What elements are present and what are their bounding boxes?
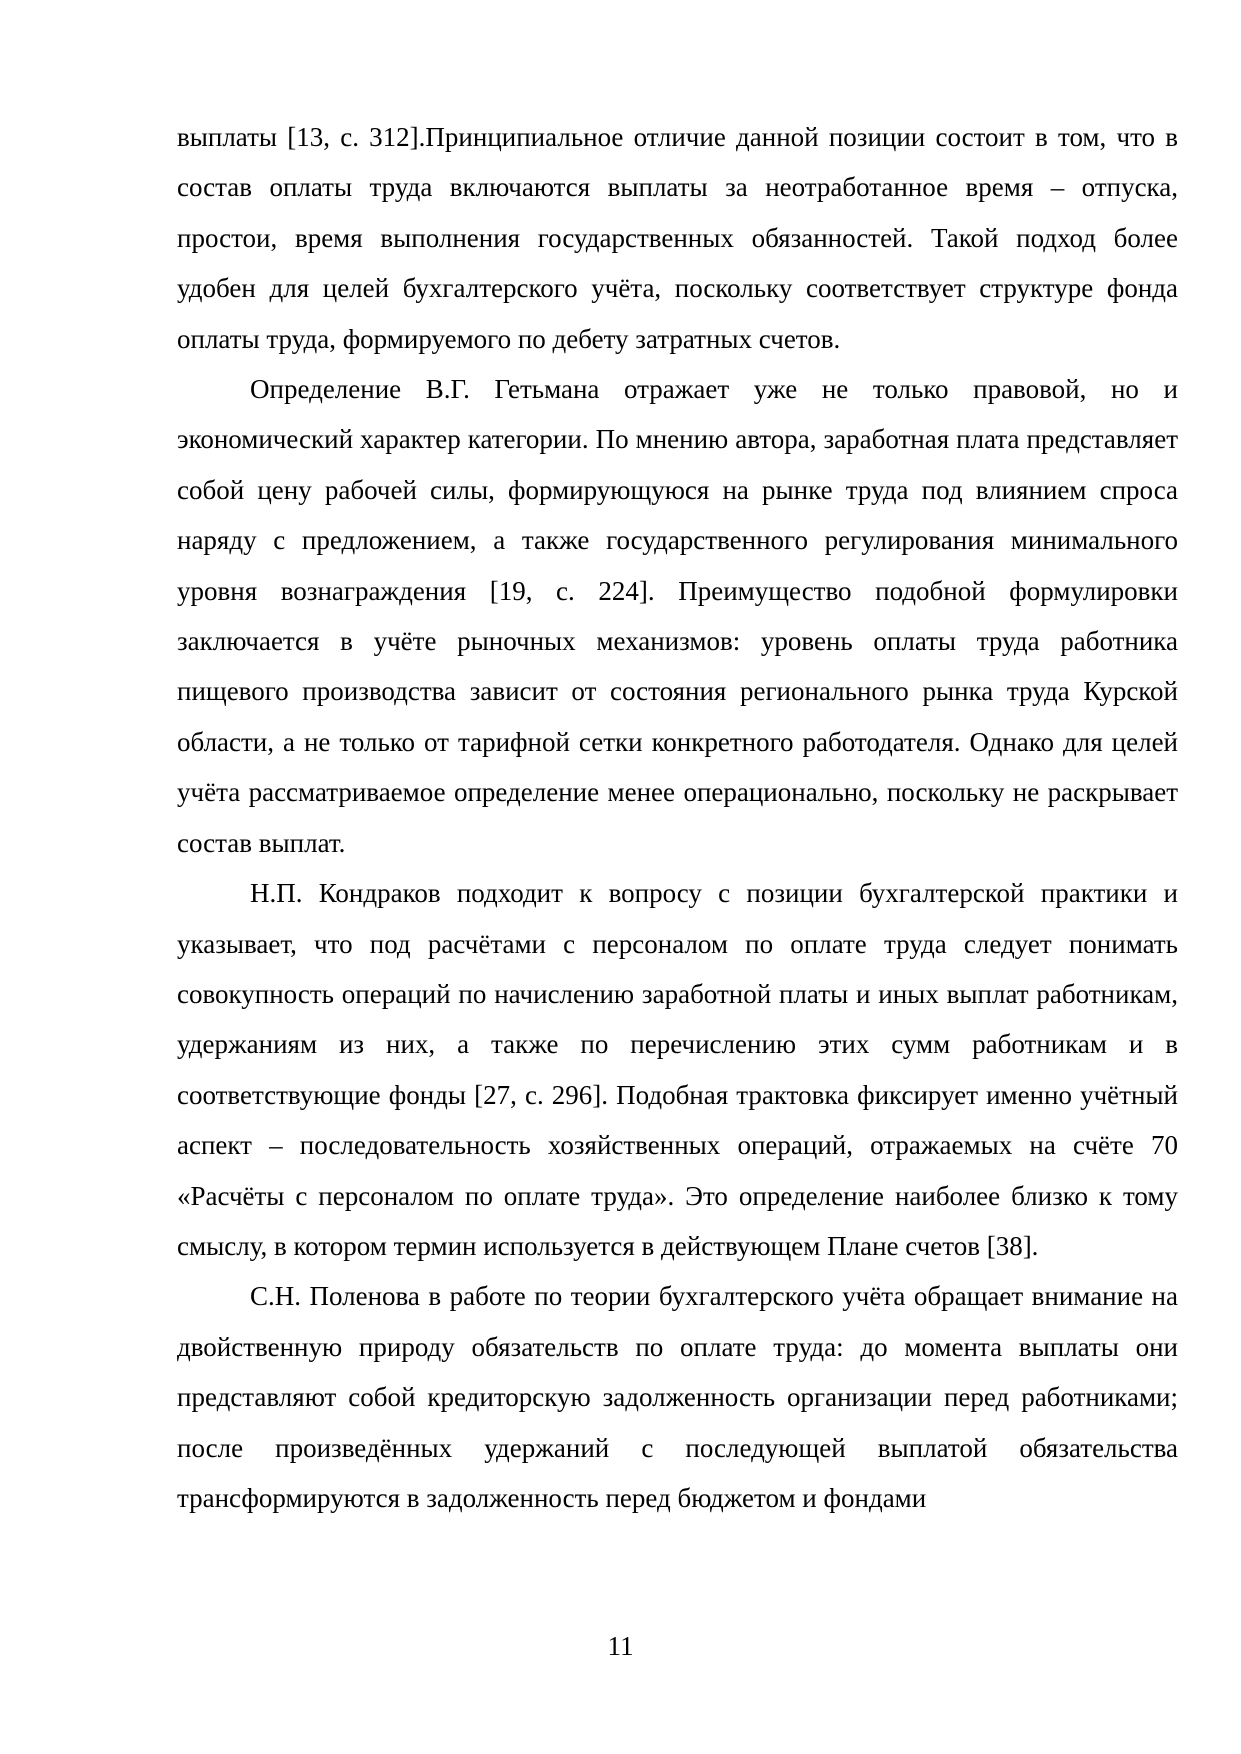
page-number: 11 (607, 1631, 634, 1661)
paragraph-kondrakov-definition: Н.П. Кондраков подходит к вопросу с позиции бухгалтерской практики и указывает, что под расчётами с персоналом по оплате труда следует понимать совокупность операций по начислению заработной платы и иных выплат работникам, удержаниям из них, а также по перечислению этих сумм работникам и в соответствующие фонды [27, с. 296]. Подобная трактовка фиксирует именно учётный аспект – последовательность хозяйственных операций, отражаемых на счёте 70 «Расчёты с персоналом по оплате труда». Это определение наиболее близко к тому смыслу, в котором термин используется в действующем Плане счетов [38]. (177, 878, 1178, 1261)
document-body (177, 112, 1178, 1523)
paragraph-polenova-definition: С.Н. Поленова в работе по теории бухгалтерского учёта обращает внимание на двойственную природу обязательств по оплате труда: до момента выплаты они представляют собой кредиторскую задолженность организации перед работниками; после произведённых удержаний с последующей выплатой обязательства трансформируются в задолженность перед бюджетом и фондами (177, 1281, 1178, 1513)
paragraph-continuation: выплаты [13, с. 312].Принципиальное отличие данной позиции состоит в том, что в состав оплаты труда включаются выплаты за неотработанное время – отпуска, простои, время выполнения государственных обязанностей. Такой подход более удобен для целей бухгалтерского учёта, поскольку соответствует структуре фонда оплаты труда, формируемого по дебету затратных счетов. (177, 122, 1178, 354)
paragraph-getman-definition: Определение В.Г. Гетьмана отражает уже не только правовой, но и экономический характер категории. По мнению автора, заработная плата представляет собой цену рабочей силы, формирующуюся на рынке труда под влиянием спроса наряду с предложением, а также государственного регулирования минимального уровня вознаграждения [19, с. 224]. Преимущество подобной формулировки заключается в учёте рыночных механизмов: уровень оплаты труда работника пищевого производства зависит от состояния регионального рынка труда Курской области, а не только от тарифной сетки конкретного работодателя. Однако для целей учёта рассматриваемое определение менее операционально, поскольку не раскрывает состав выплат. (177, 374, 1178, 858)
